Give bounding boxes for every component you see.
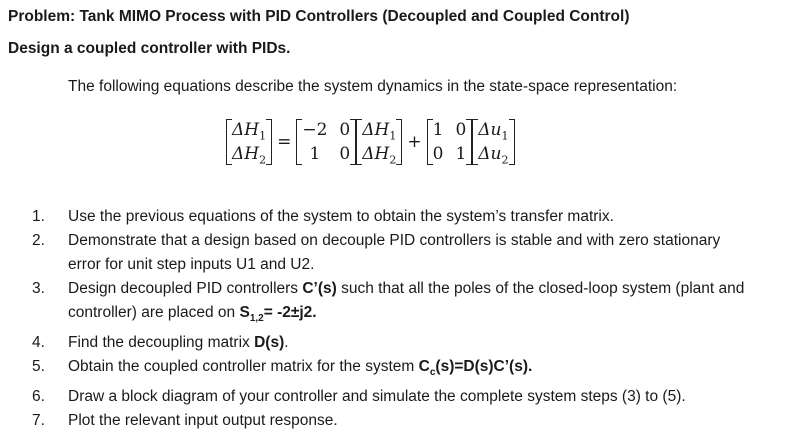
intro-text: The following equations describe the system dynamics in the state-space representation: <box>68 78 678 95</box>
list-item: 5. Obtain the coupled controller matrix for the system $C_c(s)=D(s)C’(s)$. <box>32 358 533 379</box>
list-item: 3. Design decoupled PID controllers C’(s) such that all the poles of the closed-loop system (plant and controller) are placed on $S_{1,2}= -2\pm j2$. <box>32 280 745 325</box>
list-item: 7. Plot the relevant input output response. <box>32 412 338 430</box>
lhs-vector: $\Delta H_1$ $\Delta H_2$ <box>226 118 272 166</box>
list-item: 4. Find the decoupling matrix D(s). <box>32 334 289 352</box>
matrix-b: 1 0 0 1 <box>427 118 473 166</box>
task-list <box>32 205 797 433</box>
list-item: 2. Demonstrate that a design based on decouple PID controllers is stable and with zero stationary error for unit step inputs U1 and U2. <box>32 232 721 273</box>
matrix-a: −2 1 0 0 <box>296 118 356 166</box>
problem-subtitle: Design a coupled controller with PIDs. <box>8 40 291 57</box>
state-vector: $\Delta H_1$ $\Delta H_2$ <box>356 118 402 166</box>
problem-title: Problem: Tank MIMO Process with PID Controllers (Decoupled and Coupled Control) <box>8 8 630 25</box>
equals-sign: = <box>277 132 292 152</box>
list-item: 6. Draw a block diagram of your controller and simulate the complete system steps (3) to (5). <box>32 388 686 406</box>
input-vector: $\Delta u_1$ $\Delta u_2$ <box>472 118 514 166</box>
plus-sign: + <box>407 132 422 152</box>
list-item: 1. Use the previous equations of the system to obtain the system’s transfer matrix. <box>32 208 614 225</box>
state-space-equation <box>226 114 515 170</box>
